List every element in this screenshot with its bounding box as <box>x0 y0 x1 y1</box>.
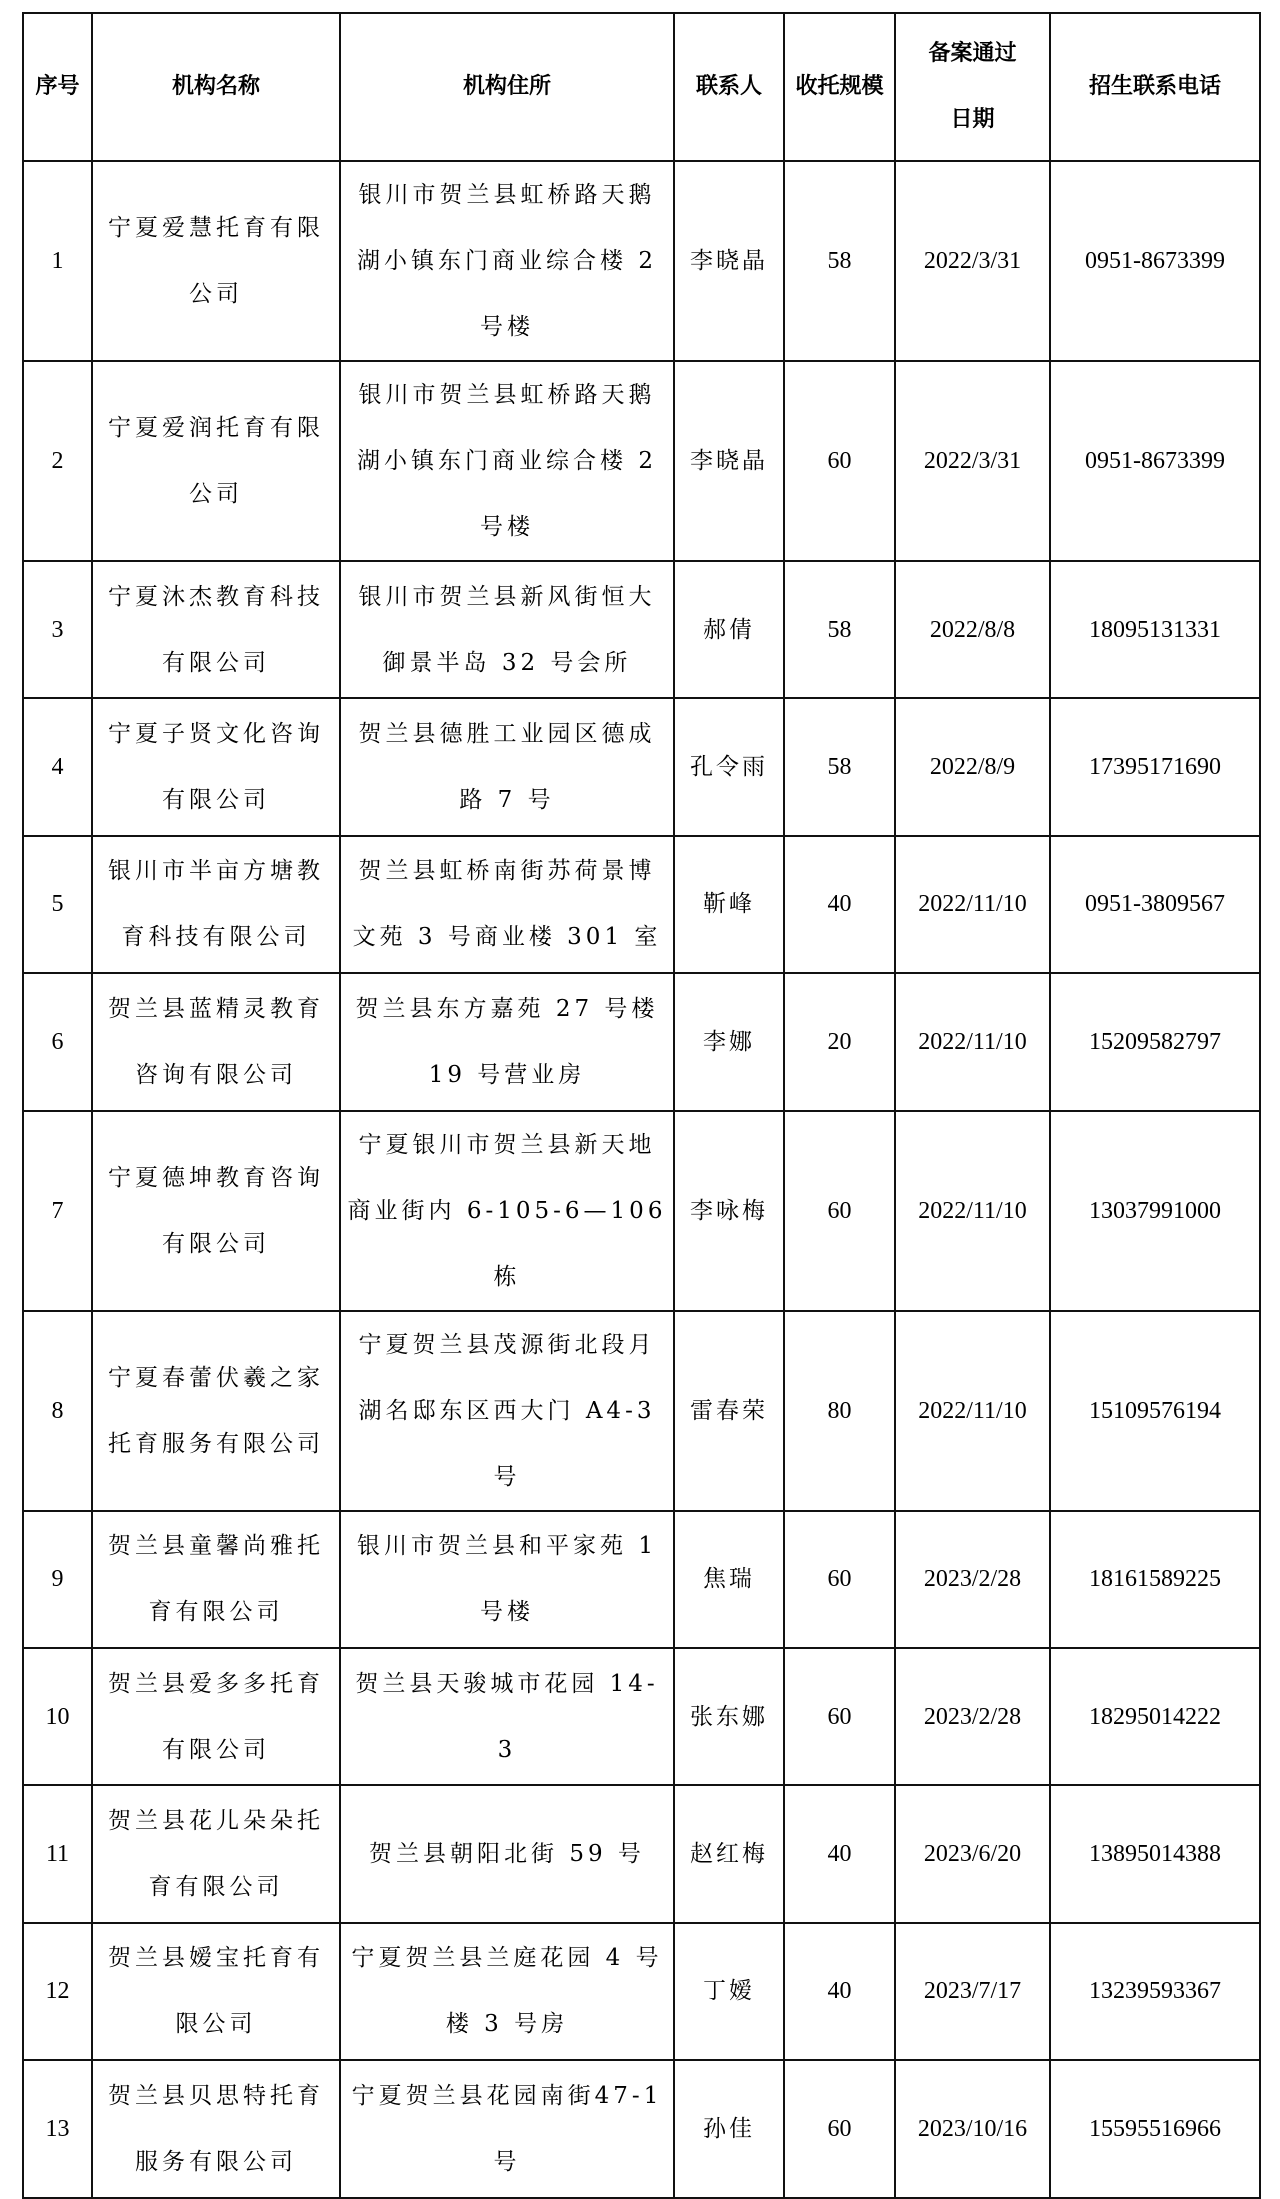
cell-seq: 8 <box>23 1311 92 1511</box>
cell-institution-name: 宁夏爱慧托育有限公司 <box>92 161 340 361</box>
cell-phone: 0951-8673399 <box>1050 361 1260 561</box>
cell-date: 2023/6/20 <box>895 1785 1050 1922</box>
cell-seq: 13 <box>23 2060 92 2197</box>
cell-capacity: 60 <box>784 361 895 561</box>
cell-seq: 5 <box>23 836 92 973</box>
header-address: 机构住所 <box>340 13 674 161</box>
cell-phone: 0951-3809567 <box>1050 836 1260 973</box>
header-seq: 序号 <box>23 13 92 161</box>
cell-address: 贺兰县天骏城市花园 14-3 <box>340 1648 674 1785</box>
cell-institution-name: 贺兰县童馨尚雅托育有限公司 <box>92 1511 340 1648</box>
cell-capacity: 40 <box>784 1923 895 2060</box>
table-row <box>23 973 1260 1110</box>
cell-date: 2023/2/28 <box>895 1511 1050 1648</box>
cell-phone: 13037991000 <box>1050 1111 1260 1311</box>
cell-phone: 18095131331 <box>1050 561 1260 698</box>
cell-address: 银川市贺兰县虹桥路天鹅湖小镇东门商业综合楼 2 号楼 <box>340 361 674 561</box>
cell-date: 2022/11/10 <box>895 836 1050 973</box>
cell-capacity: 60 <box>784 1111 895 1311</box>
cell-phone: 15595516966 <box>1050 2060 1260 2197</box>
cell-date: 2023/7/17 <box>895 1923 1050 2060</box>
header-date: 备案通过日期 <box>895 13 1050 161</box>
cell-capacity: 20 <box>784 973 895 1110</box>
cell-phone: 15209582797 <box>1050 973 1260 1110</box>
cell-institution-name: 宁夏春蕾伏羲之家托育服务有限公司 <box>92 1311 340 1511</box>
cell-capacity: 60 <box>784 1511 895 1648</box>
cell-address: 宁夏贺兰县茂源街北段月湖名邸东区西大门 A4-3 号 <box>340 1311 674 1511</box>
table-row <box>23 1648 1260 1785</box>
header-phone: 招生联系电话 <box>1050 13 1260 161</box>
cell-capacity: 58 <box>784 561 895 698</box>
cell-contact: 孔令雨 <box>674 698 784 835</box>
cell-seq: 7 <box>23 1111 92 1311</box>
cell-seq: 3 <box>23 561 92 698</box>
cell-date: 2022/8/8 <box>895 561 1050 698</box>
table-row <box>23 836 1260 973</box>
cell-address: 贺兰县虹桥南街苏荷景博文苑 3 号商业楼 301 室 <box>340 836 674 973</box>
cell-institution-name: 贺兰县蓝精灵教育咨询有限公司 <box>92 973 340 1110</box>
childcare-institutions-table <box>22 12 1261 2199</box>
cell-seq: 10 <box>23 1648 92 1785</box>
table-row <box>23 561 1260 698</box>
cell-contact: 李娜 <box>674 973 784 1110</box>
cell-contact: 张东娜 <box>674 1648 784 1785</box>
cell-contact: 孙佳 <box>674 2060 784 2197</box>
cell-contact: 李咏梅 <box>674 1111 784 1311</box>
cell-capacity: 60 <box>784 1648 895 1785</box>
cell-seq: 4 <box>23 698 92 835</box>
cell-contact: 靳峰 <box>674 836 784 973</box>
table-row <box>23 698 1260 835</box>
table-row <box>23 2060 1260 2197</box>
cell-address: 贺兰县朝阳北街 59 号 <box>340 1785 674 1922</box>
cell-seq: 9 <box>23 1511 92 1648</box>
cell-institution-name: 贺兰县爱多多托育有限公司 <box>92 1648 340 1785</box>
cell-capacity: 80 <box>784 1311 895 1511</box>
cell-institution-name: 宁夏子贤文化咨询有限公司 <box>92 698 340 835</box>
cell-contact: 李晓晶 <box>674 361 784 561</box>
table-row <box>23 361 1260 561</box>
cell-phone: 13239593367 <box>1050 1923 1260 2060</box>
cell-institution-name: 银川市半亩方塘教育科技有限公司 <box>92 836 340 973</box>
table-row <box>23 1923 1260 2060</box>
cell-phone: 15109576194 <box>1050 1311 1260 1511</box>
cell-address: 银川市贺兰县虹桥路天鹅湖小镇东门商业综合楼 2 号楼 <box>340 161 674 361</box>
cell-seq: 1 <box>23 161 92 361</box>
cell-date: 2022/11/10 <box>895 1311 1050 1511</box>
cell-institution-name: 贺兰县贝思特托育服务有限公司 <box>92 2060 340 2197</box>
cell-address: 贺兰县东方嘉苑 27 号楼 19 号营业房 <box>340 973 674 1110</box>
cell-date: 2023/10/16 <box>895 2060 1050 2197</box>
cell-phone: 0951-8673399 <box>1050 161 1260 361</box>
cell-institution-name: 宁夏爱润托育有限公司 <box>92 361 340 561</box>
table-row <box>23 1311 1260 1511</box>
cell-capacity: 60 <box>784 2060 895 2197</box>
cell-address: 宁夏贺兰县花园南街47-1号 <box>340 2060 674 2197</box>
table-row <box>23 161 1260 361</box>
cell-capacity: 58 <box>784 161 895 361</box>
cell-address: 银川市贺兰县和平家苑 1 号楼 <box>340 1511 674 1648</box>
cell-date: 2022/3/31 <box>895 361 1050 561</box>
cell-contact: 赵红梅 <box>674 1785 784 1922</box>
cell-address: 银川市贺兰县新风街恒大御景半岛 32 号会所 <box>340 561 674 698</box>
table-row <box>23 1111 1260 1311</box>
cell-seq: 12 <box>23 1923 92 2060</box>
cell-phone: 18161589225 <box>1050 1511 1260 1648</box>
cell-institution-name: 贺兰县嫒宝托育有限公司 <box>92 1923 340 2060</box>
cell-address: 宁夏贺兰县兰庭花园 4 号楼 3 号房 <box>340 1923 674 2060</box>
cell-date: 2022/11/10 <box>895 973 1050 1110</box>
cell-date: 2022/3/31 <box>895 161 1050 361</box>
header-row <box>23 13 1260 161</box>
cell-phone: 13895014388 <box>1050 1785 1260 1922</box>
cell-address: 宁夏银川市贺兰县新天地商业街内 6-105-6—106 栋 <box>340 1111 674 1311</box>
cell-contact: 焦瑞 <box>674 1511 784 1648</box>
cell-institution-name: 贺兰县花儿朵朵托育有限公司 <box>92 1785 340 1922</box>
cell-contact: 李晓晶 <box>674 161 784 361</box>
table-body <box>23 161 1260 2198</box>
cell-institution-name: 宁夏沐杰教育科技有限公司 <box>92 561 340 698</box>
cell-date: 2022/11/10 <box>895 1111 1050 1311</box>
cell-contact: 雷春荣 <box>674 1311 784 1511</box>
header-name: 机构名称 <box>92 13 340 161</box>
cell-date: 2022/8/9 <box>895 698 1050 835</box>
cell-phone: 17395171690 <box>1050 698 1260 835</box>
cell-seq: 6 <box>23 973 92 1110</box>
cell-contact: 郝倩 <box>674 561 784 698</box>
cell-capacity: 40 <box>784 1785 895 1922</box>
cell-seq: 2 <box>23 361 92 561</box>
cell-date: 2023/2/28 <box>895 1648 1050 1785</box>
cell-address: 贺兰县德胜工业园区德成路 7 号 <box>340 698 674 835</box>
cell-capacity: 40 <box>784 836 895 973</box>
header-capacity: 收托规模 <box>784 13 895 161</box>
cell-contact: 丁嫒 <box>674 1923 784 2060</box>
table-row <box>23 1785 1260 1922</box>
cell-institution-name: 宁夏德坤教育咨询有限公司 <box>92 1111 340 1311</box>
header-contact: 联系人 <box>674 13 784 161</box>
cell-phone: 18295014222 <box>1050 1648 1260 1785</box>
table-row <box>23 1511 1260 1648</box>
cell-capacity: 58 <box>784 698 895 835</box>
cell-seq: 11 <box>23 1785 92 1922</box>
